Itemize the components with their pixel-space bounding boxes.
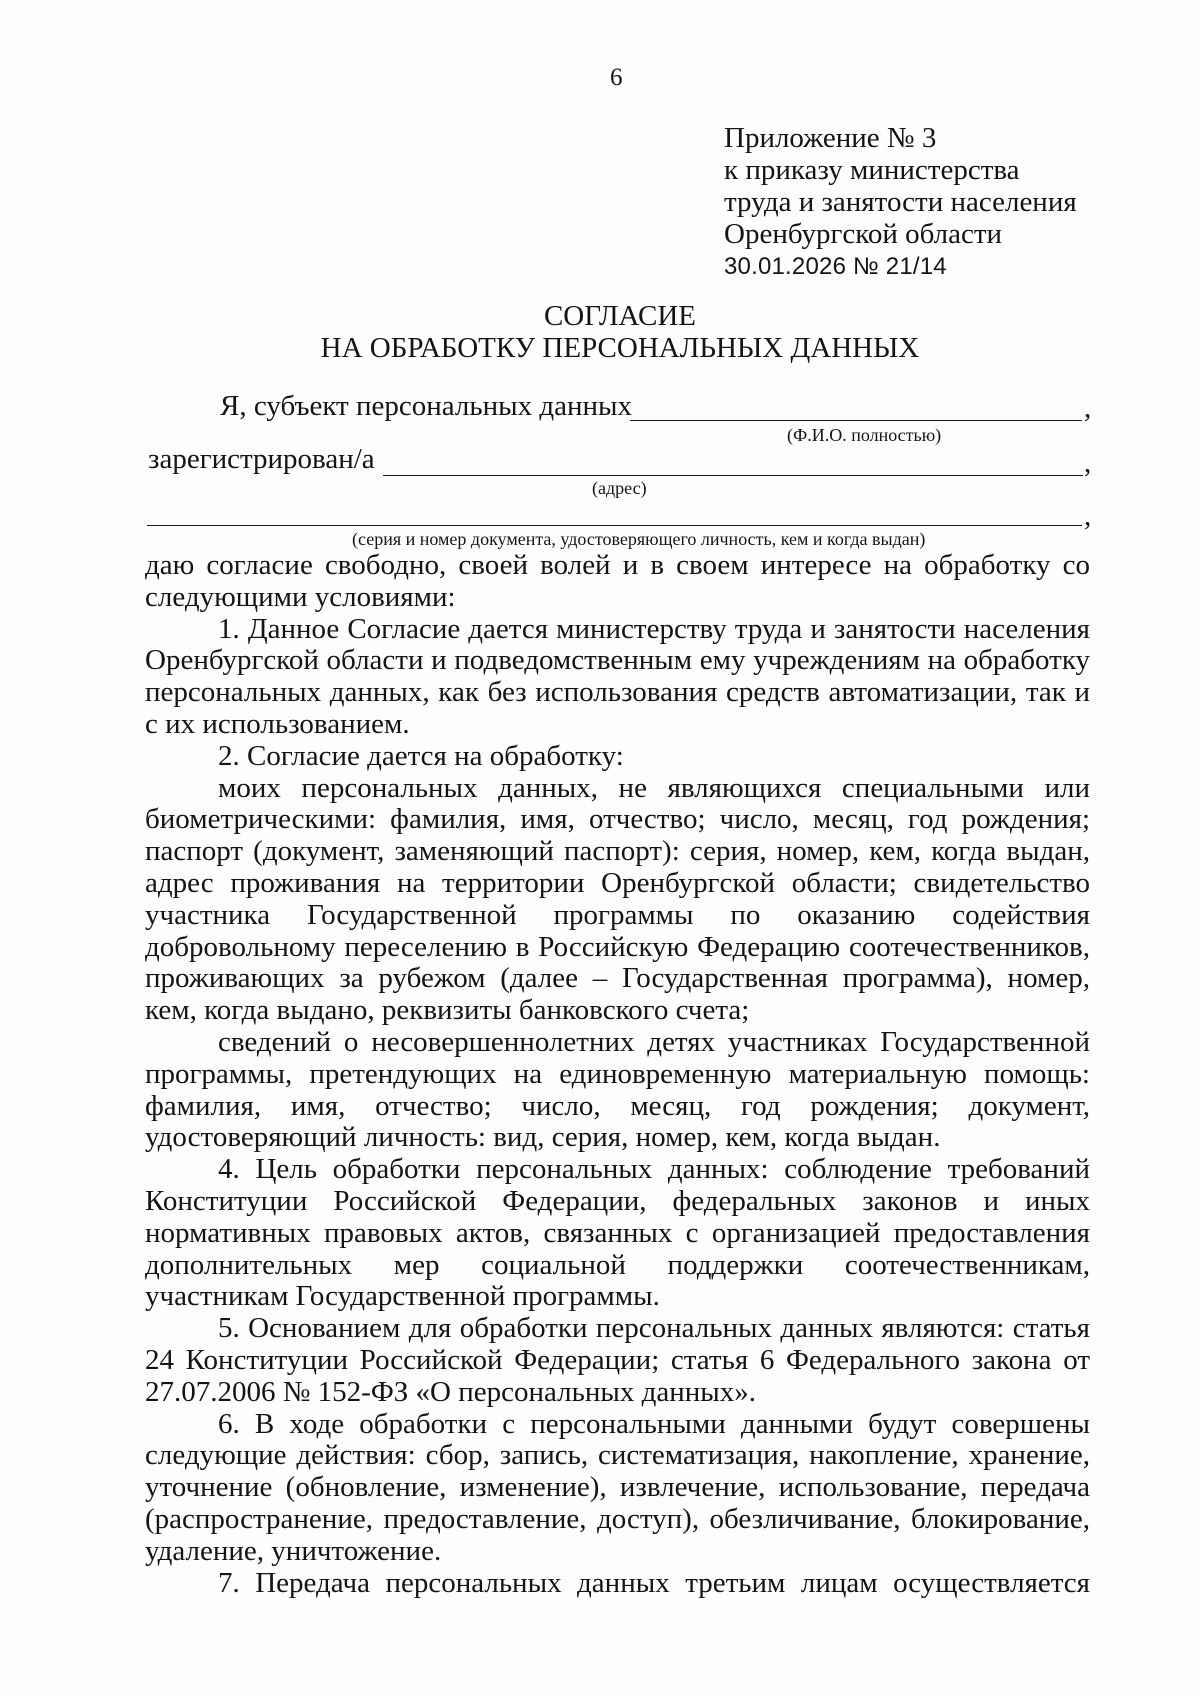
appendix-block (724, 122, 1077, 283)
identity-document-hint: (серия и номер документа, удостоверяющего личность, кем и когда выдан) (352, 529, 926, 549)
clause-2-children-data: сведений о несовершеннолетних детях участниках Государственной программы, претендующих на единовременную материальную помощь: фамилия, имя, отчество; число, месяц, год рождения; документ, удостоверяющий личность: вид, серия, номер, кем, когда выдан. (145, 1025, 1090, 1154)
appendix-order-ref: к приказу министерства (724, 154, 1020, 186)
identity-document-line[interactable] (147, 525, 1082, 526)
consent-body (145, 550, 1090, 1599)
comma: , (1084, 392, 1092, 424)
address-hint: (адрес) (592, 478, 647, 498)
comma: , (1084, 447, 1092, 479)
subject-label: Я, субъект персональных данных (220, 390, 632, 422)
comma: , (1084, 500, 1092, 532)
clause-5: 5. Основанием для обработки персональных данных являются: статья 24 Конституции Российской Федерации; статья 6 Федерального закона от 27.07.2006 № 152-ФЗ «О персональных данных». (145, 1312, 1090, 1408)
consent-intro: даю согласие свободно, своей волей и в своем интересе на обработку со следующими условиями: (145, 549, 1090, 613)
document-title: СОГЛАСИЕ (543, 300, 697, 332)
clause-6: 6. В ходе обработки с персональными данными будут совершены следующие действия: сбор, запись, систематизация, накопление, хранение, уточнение (обновление, изменение), извлечение, использование, передача (распространение, предоставление, доступ), обезличивание, блокирование, удаление, уничтожение. (145, 1407, 1090, 1567)
clause-4: 4. Цель обработки персональных данных: соблюдение требований Конституции Российской Федерации, федеральных законов и иных нормативных правовых актов, связанных с организацией предоставления дополнительных мер социальной поддержки соотечественникам, участникам Государственной программы. (145, 1153, 1090, 1313)
address-line[interactable] (383, 475, 1083, 476)
full-name-line[interactable] (630, 420, 1082, 421)
full-name-hint: (Ф.И.О. полностью) (787, 425, 942, 445)
clause-2-own-data: моих персональных данных, не являющихся специальными или биометрическими: фамилия, имя, отчество; число, месяц, год рождения; паспорт (документ, заменяющий паспорт): серия, номер, кем, когда выдан, адрес проживания на территории Оренбургской области; свидетельство участника Государственной программы по оказанию содействия добровольному переселению в Российскую Федерацию соотечественников, проживающих за рубежом (далее – Государственная программа), номер, кем, когда выдано, реквизиты банковского счета; (145, 771, 1090, 1027)
order-date-number: 30.01.2026 № 21/14 (724, 253, 947, 280)
page-number: 6 (610, 64, 623, 91)
appendix-region: Оренбургской области (724, 218, 1003, 250)
registered-label: зарегистрирован/а (148, 443, 375, 475)
appendix-number: Приложение № 3 (724, 122, 937, 154)
appendix-ministry: труда и занятости населения (724, 186, 1077, 218)
clause-7: 7. Передача персональных данных третьим лицам осуществляется (218, 1566, 1090, 1599)
clause-1: 1. Данное Согласие дается министерству труда и занятости населения Оренбургской области и подведомственным ему учреждениям на обработку персональных данных, как без использования средств автоматизации, так и с их использованием. (145, 612, 1090, 740)
document-subtitle: НА ОБРАБОТКУ ПЕРСОНАЛЬНЫХ ДАННЫХ (320, 332, 920, 364)
clause-2: 2. Согласие дается на обработку: (218, 739, 624, 772)
